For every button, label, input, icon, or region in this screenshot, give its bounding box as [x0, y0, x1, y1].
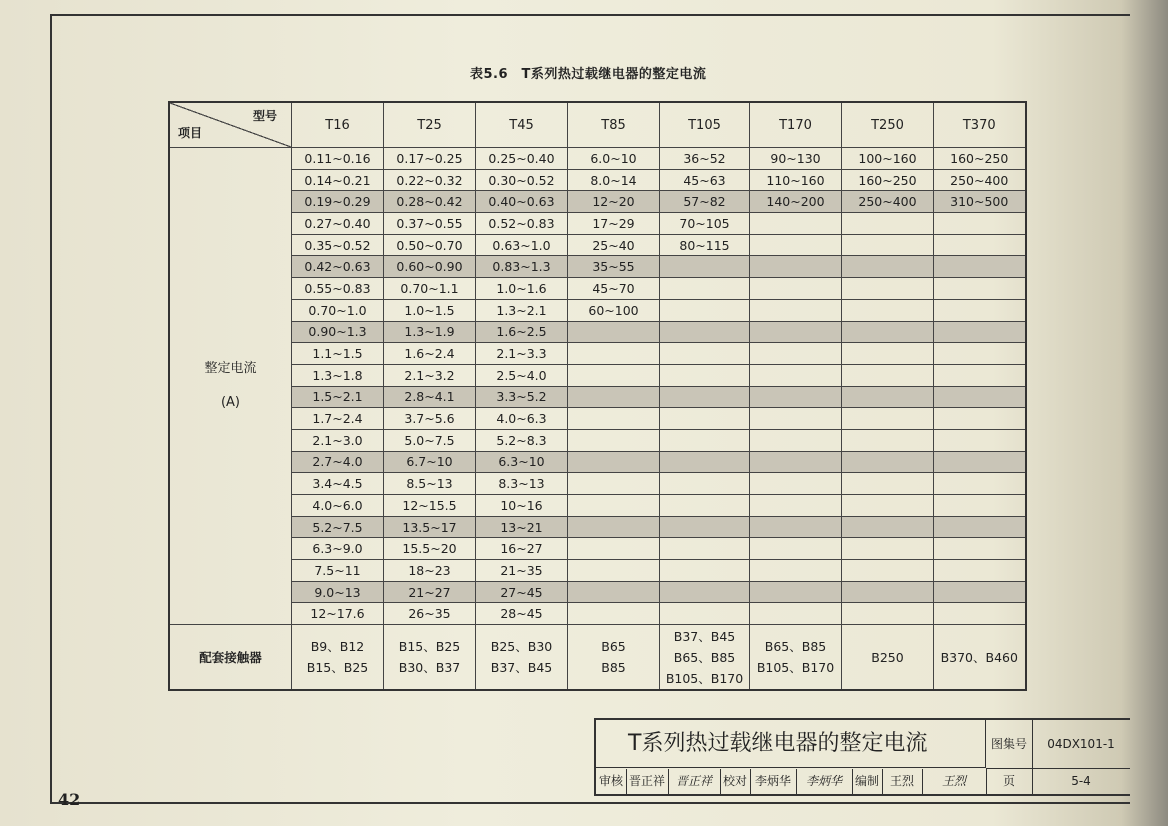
table-cell: [660, 321, 750, 343]
table-cell: [568, 364, 660, 386]
atlas-number: 04DX101-1: [1032, 720, 1130, 769]
table-row: [169, 148, 1026, 170]
table-cell: [934, 256, 1026, 278]
table-cell: 15.5~20: [384, 538, 476, 560]
model-header-t25: T25: [384, 102, 476, 148]
table-cell: 2.1~3.3: [476, 343, 568, 365]
table-cell: 2.7~4.0: [292, 451, 384, 473]
table-cell: 10~16: [476, 495, 568, 517]
table-cell: 21~27: [384, 581, 476, 603]
page-label: 页: [986, 769, 1033, 794]
table-row: [169, 451, 1026, 473]
check-signature: 李炳华: [796, 769, 853, 794]
page-code: 5-4: [1071, 774, 1091, 788]
table-cell: 1.3~1.9: [384, 321, 476, 343]
table-cell: 1.1~1.5: [292, 343, 384, 365]
check-name: 李炳华: [750, 769, 797, 794]
table-cell: [750, 213, 842, 235]
table-cell: 25~40: [568, 234, 660, 256]
table-cell: [568, 538, 660, 560]
table-cell: [568, 516, 660, 538]
contactor-line: B65、B85: [764, 639, 827, 655]
table-cell: [660, 408, 750, 430]
atlas-label: 图集号: [986, 720, 1033, 769]
table-cell: [568, 473, 660, 495]
table-cell: 9.0~13: [292, 581, 384, 603]
table-caption: 表5.6 T系列热过载继电器的整定电流: [470, 67, 707, 82]
table-cell: 36~52: [660, 148, 750, 170]
setting-current-label: [169, 148, 292, 625]
contactor-line: B9、B12: [310, 639, 365, 655]
table-cell: [842, 451, 934, 473]
table-cell: [842, 603, 934, 625]
table-cell: 1.3~2.1: [476, 299, 568, 321]
table-cell: 60~100: [568, 299, 660, 321]
table-row: [169, 191, 1026, 213]
table-cell: [568, 408, 660, 430]
table-cell: 26~35: [384, 603, 476, 625]
table-cell: [660, 516, 750, 538]
table-row: [169, 278, 1026, 300]
table-cell: [660, 560, 750, 582]
table-row: [169, 234, 1026, 256]
model-header-t16: T16: [292, 102, 384, 148]
table-row: [169, 299, 1026, 321]
table-cell: 160~250: [842, 169, 934, 191]
table-cell: [934, 495, 1026, 517]
table-cell: 7.5~11: [292, 560, 384, 582]
table-cell: [934, 408, 1026, 430]
table-cell: [842, 343, 934, 365]
table-cell: 13~21: [476, 516, 568, 538]
table-cell: 0.35~0.52: [292, 234, 384, 256]
table-cell: [934, 516, 1026, 538]
model-header-t85: T85: [568, 102, 660, 148]
table-cell: [568, 560, 660, 582]
table-cell: 0.28~0.42: [384, 191, 476, 213]
table-cell: [750, 321, 842, 343]
table-cell: [750, 429, 842, 451]
corner-model-label: 型号: [252, 109, 277, 123]
table-cell: 2.5~4.0: [476, 364, 568, 386]
table-cell: [660, 343, 750, 365]
table-cell: 57~82: [660, 191, 750, 213]
contactor-line: B37、B45: [673, 628, 736, 644]
table-cell: 2.1~3.2: [384, 364, 476, 386]
table-cell: [750, 516, 842, 538]
table-cell: 1.0~1.6: [476, 278, 568, 300]
contactor-cell: [842, 625, 934, 691]
table-cell: 0.40~0.63: [476, 191, 568, 213]
table-row: [169, 386, 1026, 408]
contactor-cell: [750, 625, 842, 691]
table-cell: 0.60~0.90: [384, 256, 476, 278]
table-cell: [660, 429, 750, 451]
table-row: [169, 169, 1026, 191]
table-row: [169, 538, 1026, 560]
table-cell: [842, 429, 934, 451]
check-label: 校对: [720, 769, 751, 794]
title-block: [594, 718, 1130, 796]
table-cell: 90~130: [750, 148, 842, 170]
table-row: [169, 495, 1026, 517]
table-row: [169, 408, 1026, 430]
setting-current-table: [168, 101, 1027, 691]
table-cell: 35~55: [568, 256, 660, 278]
table-cell: [750, 278, 842, 300]
contactor-cell: [384, 625, 476, 691]
contactor-line: B65: [601, 639, 626, 655]
table-cell: 0.11~0.16: [292, 148, 384, 170]
table-cell: 5.2~8.3: [476, 429, 568, 451]
table-cell: 0.70~1.0: [292, 299, 384, 321]
table-cell: 13.5~17: [384, 516, 476, 538]
table-row: [169, 343, 1026, 365]
table-cell: 160~250: [934, 148, 1026, 170]
table-cell: [568, 603, 660, 625]
review-name: 晋正祥: [626, 769, 669, 794]
contactor-line: B85: [601, 660, 626, 676]
table-cell: 140~200: [750, 191, 842, 213]
header-row: [169, 102, 1026, 148]
model-header-t170: T170: [750, 102, 842, 148]
table-row: [169, 213, 1026, 235]
table-cell: [842, 321, 934, 343]
table-cell: 8.0~14: [568, 169, 660, 191]
table-cell: 70~105: [660, 213, 750, 235]
table-cell: 3.3~5.2: [476, 386, 568, 408]
corner-item-label: 项目: [178, 126, 203, 140]
table-row: [169, 321, 1026, 343]
table-cell: 1.6~2.4: [384, 343, 476, 365]
table-cell: [660, 278, 750, 300]
table-cell: [750, 495, 842, 517]
contactor-line: B15、B25: [398, 639, 461, 655]
table-cell: 1.5~2.1: [292, 386, 384, 408]
table-cell: 45~63: [660, 169, 750, 191]
table-cell: [750, 451, 842, 473]
table-cell: 12~15.5: [384, 495, 476, 517]
table-cell: [568, 321, 660, 343]
table-cell: [842, 256, 934, 278]
review-label: 审核: [596, 769, 627, 794]
table-cell: 16~27: [476, 538, 568, 560]
table-cell: [842, 386, 934, 408]
table-cell: [934, 234, 1026, 256]
table-cell: 6.3~10: [476, 451, 568, 473]
table-cell: [750, 364, 842, 386]
table-cell: [660, 495, 750, 517]
table-cell: [842, 560, 934, 582]
table-cell: [934, 213, 1026, 235]
draw-label: 编制: [852, 769, 883, 794]
table-cell: 6.7~10: [384, 451, 476, 473]
table-cell: 1.6~2.5: [476, 321, 568, 343]
table-cell: [750, 603, 842, 625]
model-header-t105: T105: [660, 102, 750, 148]
table-cell: 4.0~6.3: [476, 408, 568, 430]
signature-row: [596, 769, 1130, 794]
table-cell: 0.22~0.32: [384, 169, 476, 191]
table-cell: 0.70~1.1: [384, 278, 476, 300]
contactor-cell: [476, 625, 568, 691]
table-cell: 0.37~0.55: [384, 213, 476, 235]
table-row: [169, 603, 1026, 625]
table-cell: 0.55~0.83: [292, 278, 384, 300]
table-cell: 1.0~1.5: [384, 299, 476, 321]
contactor-line: B37、B45: [490, 660, 553, 676]
table-cell: 1.7~2.4: [292, 408, 384, 430]
table-cell: 0.52~0.83: [476, 213, 568, 235]
table-cell: [934, 321, 1026, 343]
table-cell: [750, 581, 842, 603]
table-cell: [934, 538, 1026, 560]
model-header-t250: T250: [842, 102, 934, 148]
contactor-line: B15、B25: [306, 660, 369, 676]
table-cell: [842, 234, 934, 256]
table-cell: 0.30~0.52: [476, 169, 568, 191]
table-cell: [934, 581, 1026, 603]
table-cell: [934, 343, 1026, 365]
contactor-line: B30、B37: [398, 660, 461, 676]
table-cell: 80~115: [660, 234, 750, 256]
setting-current-unit: (A): [220, 395, 241, 411]
table-cell: 0.14~0.21: [292, 169, 384, 191]
table-cell: [568, 451, 660, 473]
table-cell: [934, 278, 1026, 300]
contactor-cell: [292, 625, 384, 691]
table-cell: 6.0~10: [568, 148, 660, 170]
table-row: [169, 560, 1026, 582]
table-cell: 27~45: [476, 581, 568, 603]
table-cell: 45~70: [568, 278, 660, 300]
table-cell: 2.1~3.0: [292, 429, 384, 451]
table-cell: 5.2~7.5: [292, 516, 384, 538]
table-cell: [660, 581, 750, 603]
table-cell: [660, 603, 750, 625]
table-cell: 3.4~4.5: [292, 473, 384, 495]
table-cell: [750, 538, 842, 560]
contactor-line: B250: [871, 649, 904, 665]
table-cell: [934, 386, 1026, 408]
table-row: [169, 364, 1026, 386]
table-cell: [660, 256, 750, 278]
contactor-label: 配套接触器: [169, 625, 292, 691]
setting-current-title: 整定电流: [204, 361, 257, 377]
table-cell: [660, 299, 750, 321]
table-cell: [568, 495, 660, 517]
table-cell: [842, 538, 934, 560]
table-cell: 0.25~0.40: [476, 148, 568, 170]
contactor-line: B25、B30: [490, 639, 553, 655]
review-signature: 晋正祥: [668, 769, 721, 794]
table-cell: [660, 473, 750, 495]
table-cell: 18~23: [384, 560, 476, 582]
table-cell: 21~35: [476, 560, 568, 582]
table-cell: [660, 386, 750, 408]
table-cell: 3.7~5.6: [384, 408, 476, 430]
contactor-row: [169, 625, 1026, 691]
table-row: [169, 581, 1026, 603]
table-cell: [934, 473, 1026, 495]
table-cell: 0.42~0.63: [292, 256, 384, 278]
table-cell: 110~160: [750, 169, 842, 191]
table-cell: [934, 603, 1026, 625]
table-cell: [842, 278, 934, 300]
table-cell: 0.27~0.40: [292, 213, 384, 235]
table-cell: [660, 451, 750, 473]
table-cell: [750, 473, 842, 495]
contactor-cell: [660, 625, 750, 691]
table-cell: 1.3~1.8: [292, 364, 384, 386]
table-cell: 4.0~6.0: [292, 495, 384, 517]
table-cell: [934, 429, 1026, 451]
table-cell: 2.8~4.1: [384, 386, 476, 408]
model-header-t45: T45: [476, 102, 568, 148]
table-row: [169, 473, 1026, 495]
table-cell: [842, 299, 934, 321]
table-cell: [842, 495, 934, 517]
table-cell: 17~29: [568, 213, 660, 235]
table-cell: [750, 256, 842, 278]
table-cell: 0.63~1.0: [476, 234, 568, 256]
table-cell: [934, 451, 1026, 473]
table-cell: 0.19~0.29: [292, 191, 384, 213]
page-number: 42: [58, 790, 81, 809]
table-cell: [842, 581, 934, 603]
contactor-line: B105、B170: [756, 660, 835, 676]
table-cell: [934, 299, 1026, 321]
table-row: [169, 256, 1026, 278]
table-cell: [568, 343, 660, 365]
table-cell: [842, 408, 934, 430]
table-cell: [842, 364, 934, 386]
table-cell: 0.17~0.25: [384, 148, 476, 170]
table-cell: [750, 560, 842, 582]
table-cell: [934, 364, 1026, 386]
corner-header-cell: [169, 102, 292, 148]
table-cell: [842, 516, 934, 538]
table-cell: [842, 213, 934, 235]
table-cell: 0.83~1.3: [476, 256, 568, 278]
table-cell: 12~20: [568, 191, 660, 213]
table-cell: [568, 581, 660, 603]
table-row: [169, 516, 1026, 538]
table-cell: 0.50~0.70: [384, 234, 476, 256]
table-cell: [750, 343, 842, 365]
table-cell: 12~17.6: [292, 603, 384, 625]
table-cell: [750, 299, 842, 321]
table-cell: [660, 538, 750, 560]
contactor-cell: [934, 625, 1026, 691]
table-cell: 5.0~7.5: [384, 429, 476, 451]
table-cell: 310~500: [934, 191, 1026, 213]
contactor-line: B65、B85: [673, 649, 736, 665]
draw-signature: 王烈: [922, 769, 987, 794]
table-cell: 8.3~13: [476, 473, 568, 495]
table-cell: 0.90~1.3: [292, 321, 384, 343]
table-cell: 250~400: [934, 169, 1026, 191]
table-cell: [750, 234, 842, 256]
table-cell: [568, 386, 660, 408]
drawing-title: T系列热过载继电器的整定电流: [596, 720, 986, 768]
contactor-line: B105、B170: [665, 670, 744, 686]
table-cell: [568, 429, 660, 451]
table-cell: [750, 386, 842, 408]
table-cell: 250~400: [842, 191, 934, 213]
table-cell: [750, 408, 842, 430]
draw-name: 王烈: [882, 769, 923, 794]
table-cell: [934, 560, 1026, 582]
table-cell: 8.5~13: [384, 473, 476, 495]
table-cell: [660, 364, 750, 386]
table-cell: 28~45: [476, 603, 568, 625]
table-cell: [842, 473, 934, 495]
table-cell: 6.3~9.0: [292, 538, 384, 560]
table-cell: 100~160: [842, 148, 934, 170]
table-row: [169, 429, 1026, 451]
model-header-t370: T370: [934, 102, 1026, 148]
contactor-line: B370、B460: [940, 649, 1018, 665]
contactor-cell: [568, 625, 660, 691]
